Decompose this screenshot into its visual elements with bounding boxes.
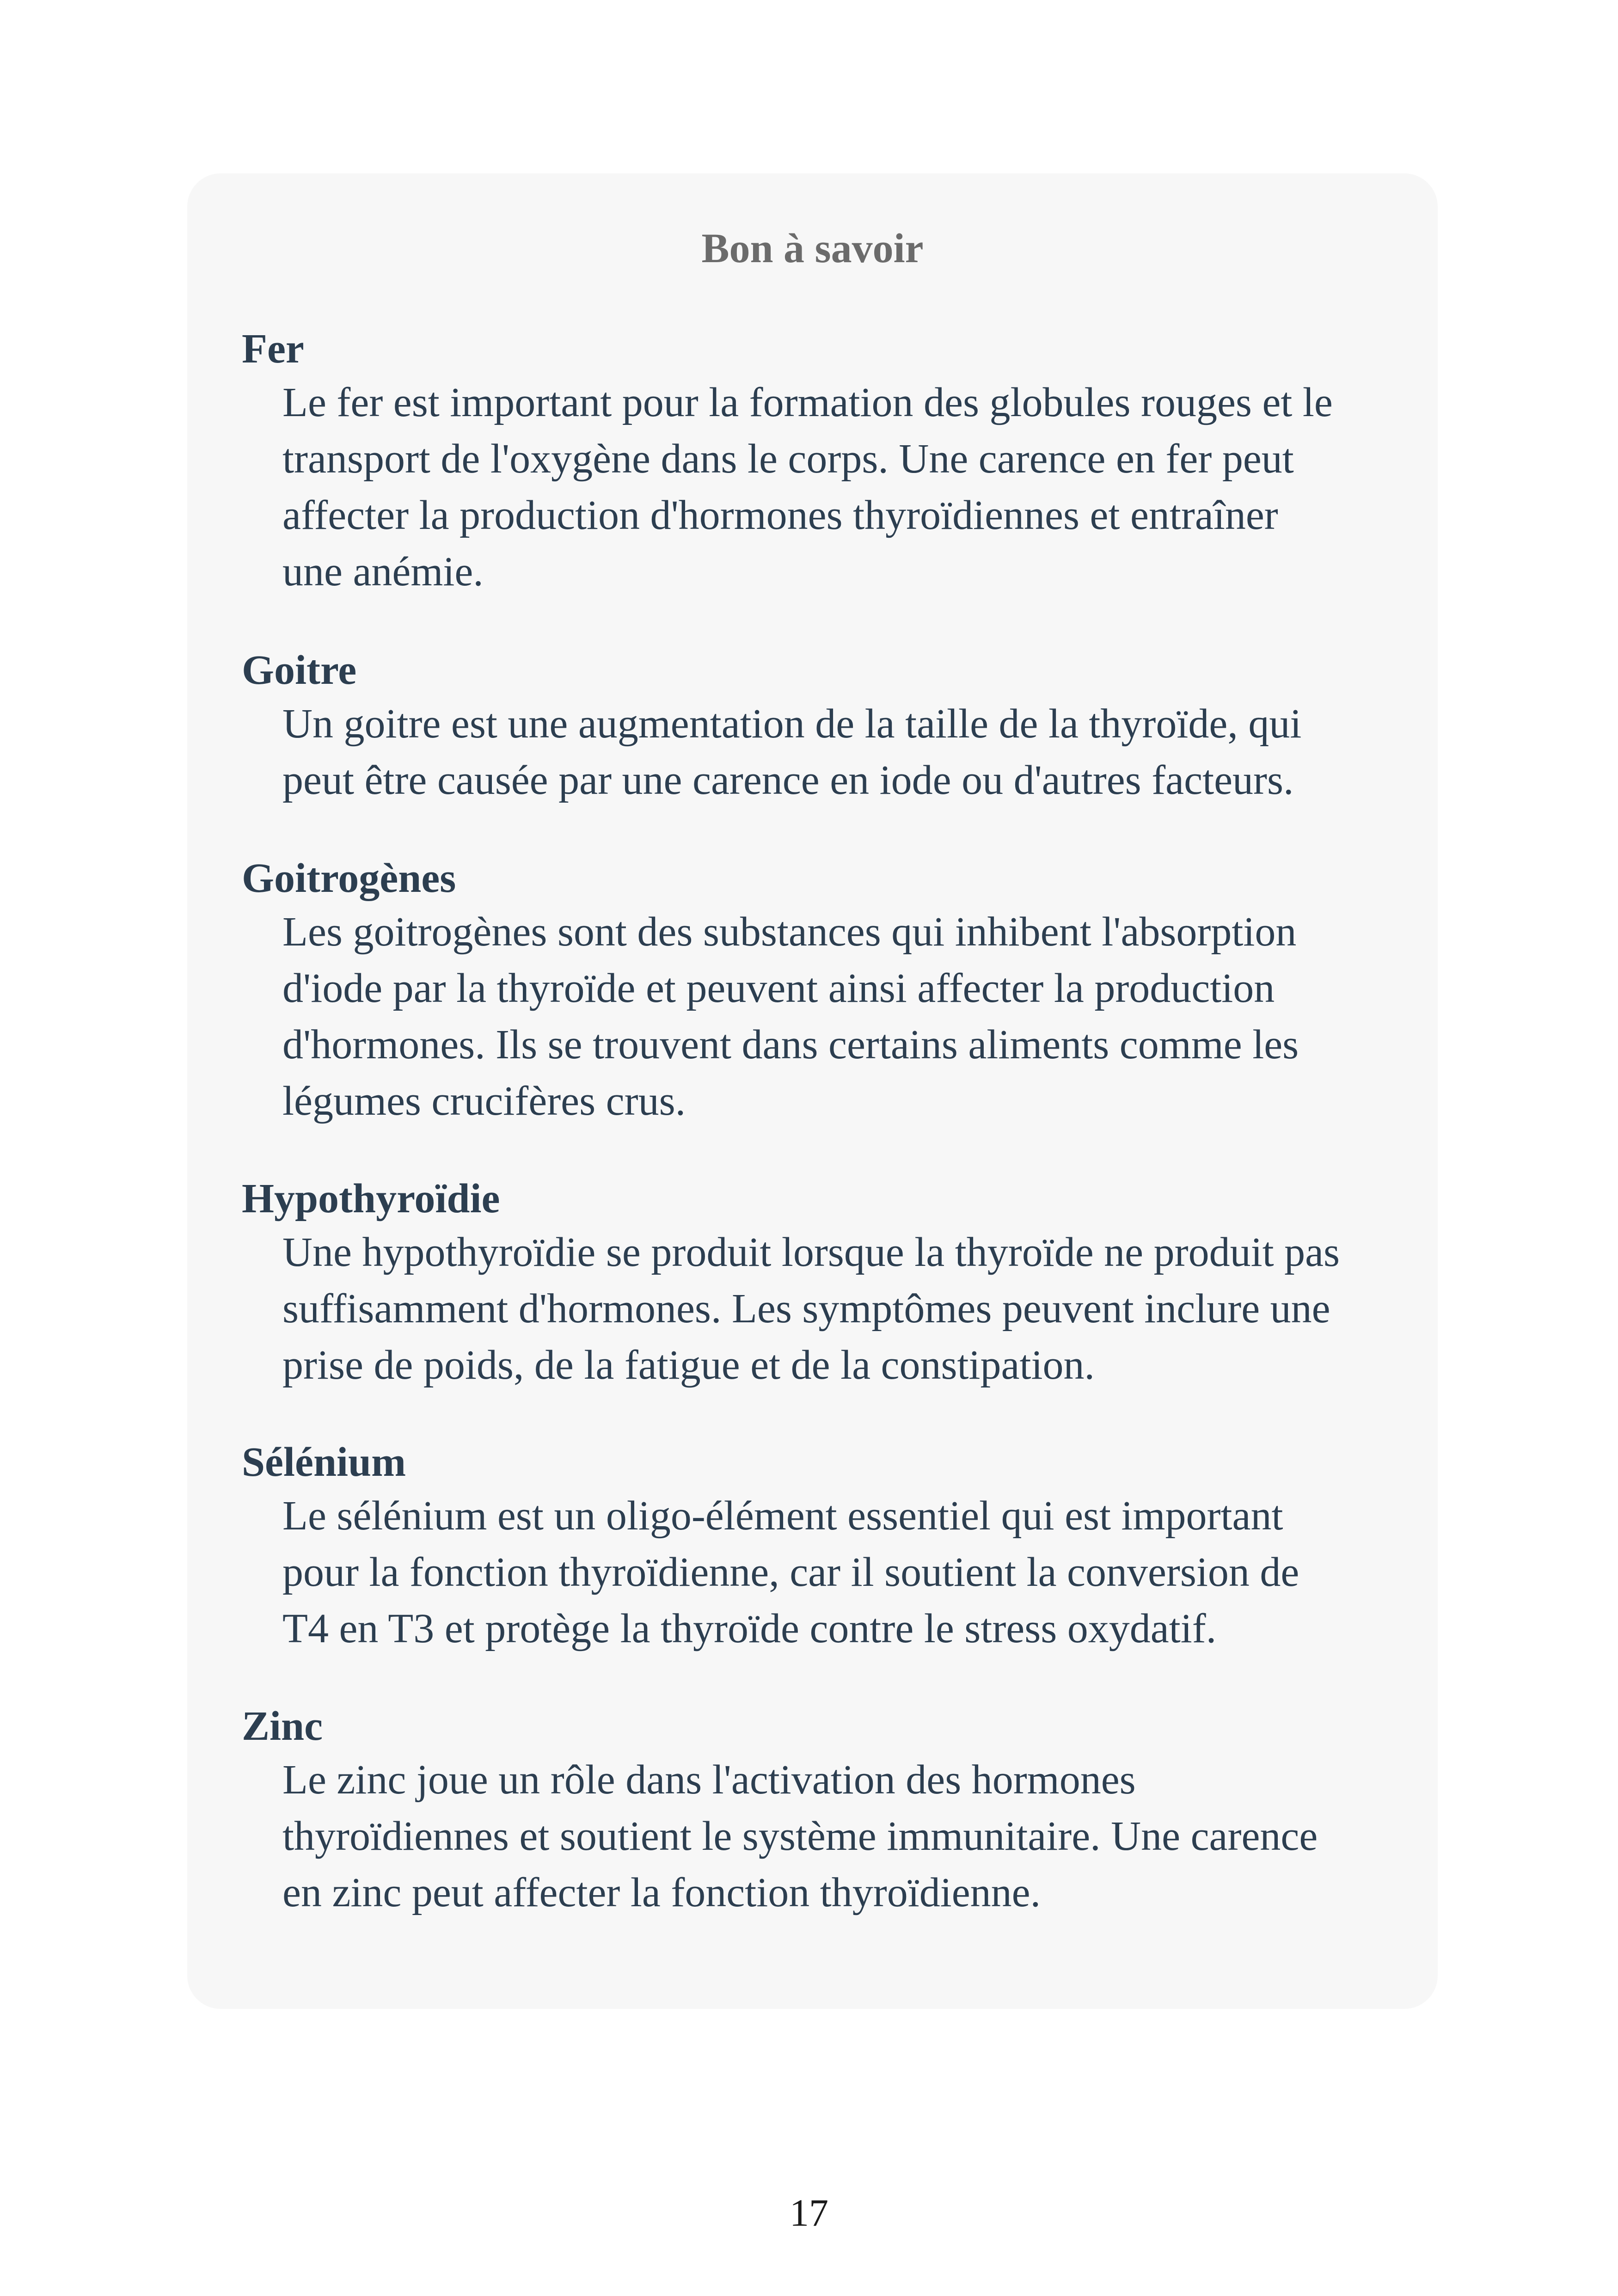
- term-heading: Sélénium: [242, 1439, 406, 1485]
- definition-line: Le sélénium est un oligo-élément essentiel qui est important: [282, 1493, 1283, 1539]
- entry-selenium: [242, 1437, 1407, 1657]
- term-heading: Fer: [242, 326, 304, 372]
- definition-line: une anémie.: [282, 549, 484, 595]
- term-heading: Goitrogènes: [242, 855, 456, 901]
- entry-goitrogenes: [242, 853, 1407, 1130]
- term-definition: [242, 904, 1407, 1130]
- page-number: 17: [790, 2192, 828, 2235]
- entry-zinc: [242, 1701, 1407, 1921]
- definition-line: thyroïdiennes et soutient le système immunitaire. Une carence: [282, 1813, 1318, 1859]
- term-definition: [242, 374, 1407, 600]
- definition-line: légumes crucifères crus.: [282, 1078, 686, 1124]
- term-definition: [242, 1488, 1407, 1657]
- definition-line: T4 en T3 et protège la thyroïde contre le stress oxydatif.: [282, 1606, 1217, 1651]
- definition-line: Un goitre est une augmentation de la taille de la thyroïde, qui: [282, 701, 1302, 747]
- definition-line: peut être causée par une carence en iode ou d'autres facteurs.: [282, 757, 1294, 803]
- definition-line: d'hormones. Ils se trouvent dans certains aliments comme les: [282, 1022, 1299, 1068]
- definition-line: transport de l'oxygène dans le corps. Une carence en fer peut: [282, 436, 1294, 482]
- term-heading: Goitre: [242, 647, 357, 693]
- definition-line: Le zinc joue un rôle dans l'activation des hormones: [282, 1757, 1136, 1803]
- term-heading: Zinc: [242, 1703, 323, 1749]
- entry-fer: [242, 324, 1407, 600]
- definition-line: suffisamment d'hormones. Les symptômes peuvent inclure une: [282, 1286, 1330, 1332]
- term-definition: [242, 696, 1407, 809]
- term-heading: Hypothyroïdie: [242, 1176, 500, 1222]
- entry-hypothyroidie: [242, 1173, 1407, 1394]
- definition-line: en zinc peut affecter la fonction thyroïdienne.: [282, 1870, 1041, 1915]
- entry-goitre: [242, 645, 1407, 809]
- term-definition: [242, 1752, 1407, 1921]
- definition-line: Les goitrogènes sont des substances qui inhibent l'absorption: [282, 909, 1297, 955]
- definition-line: d'iode par la thyroïde et peuvent ainsi affecter la production: [282, 965, 1275, 1011]
- box-title: Bon à savoir: [701, 226, 924, 271]
- info-box: [187, 173, 1438, 2009]
- definition-line: pour la fonction thyroïdienne, car il soutient la conversion de: [282, 1549, 1299, 1595]
- definition-line: prise de poids, de la fatigue et de la constipation.: [282, 1342, 1095, 1388]
- definition-line: Une hypothyroïdie se produit lorsque la thyroïde ne produit pas: [282, 1229, 1340, 1275]
- term-definition: [242, 1224, 1407, 1394]
- definition-line: affecter la production d'hormones thyroïdiennes et entraîner: [282, 492, 1278, 538]
- definition-line: Le fer est important pour la formation des globules rouges et le: [282, 380, 1333, 425]
